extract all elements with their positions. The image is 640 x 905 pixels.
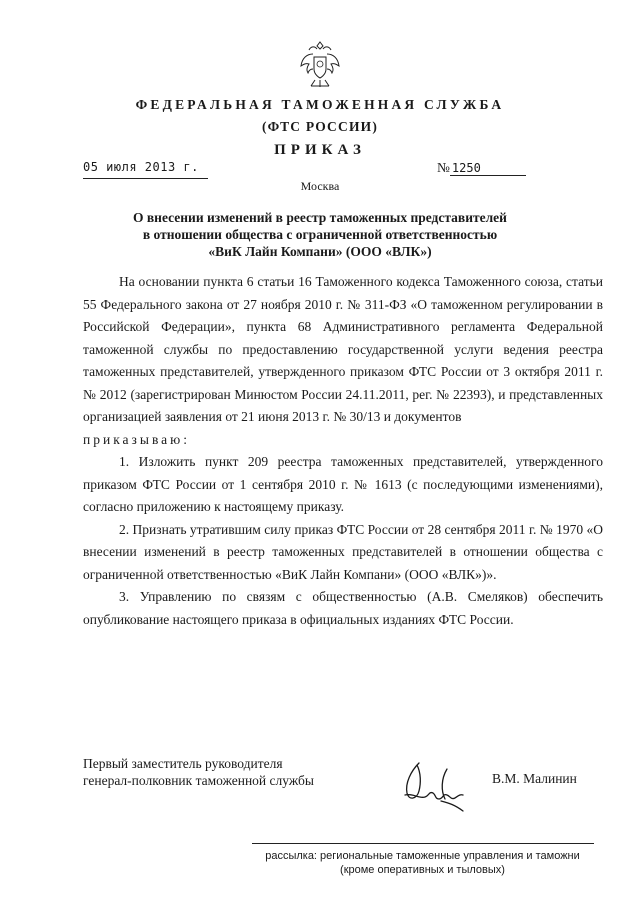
- signer-position-line: Первый заместитель руководителя: [83, 756, 283, 771]
- order-subject: [95, 209, 545, 260]
- subject-line: О внесении изменений в реестр таможенных представителей: [133, 210, 507, 225]
- number-value: 1250: [450, 161, 526, 176]
- order-body: [83, 271, 603, 631]
- distribution-list: [245, 849, 600, 877]
- handwritten-signature: [397, 755, 472, 815]
- signer-name: В.М. Малинин: [492, 771, 577, 786]
- distribution-line: (кроме оперативных и тыловых): [340, 864, 505, 876]
- order-item-1: 1. Изложить пункт 209 реестра таможенных представителей, утвержденного приказом ФТС России от 1 сентября 2010 г. № 1613 (с последующими изменениями), согласно приложению к настоящему приказу.: [83, 454, 603, 514]
- agency-short-name: (ФТС РОССИИ): [261, 119, 379, 134]
- order-date: 05 июля 2013 г.: [83, 160, 208, 179]
- signer-position-line: генерал-полковник таможенной службы: [83, 773, 314, 788]
- agency-name: ФЕДЕРАЛЬНАЯ ТАМОЖЕННАЯ СЛУЖБА: [135, 97, 505, 112]
- distribution-divider: [252, 843, 594, 844]
- order-word: приказываю:: [83, 431, 190, 447]
- number-sign: №: [437, 160, 450, 175]
- order-item-3: 3. Управлению по связям с общественностью (А.В. Смеляков) обеспечить опубликование настоящего приказа в официальных изданиях ФТС России.: [83, 589, 603, 627]
- subject-line: «ВиК Лайн Компани» (ООО «ВЛК»): [208, 244, 432, 259]
- document-type: ПРИКАЗ: [274, 142, 366, 158]
- order-item-2: 2. Признать утратившим силу приказ ФТС России от 28 сентября 2011 г. № 1970 «О внесении изменений в реестр таможенных представителей в отношении общества с ограниченной ответственностью «ВиК Лайн Компани» (ООО «ВЛК»)».: [83, 521, 603, 582]
- order-number: [437, 160, 550, 178]
- distribution-line: рассылка: региональные таможенные управления и таможни: [265, 850, 580, 862]
- subject-line: в отношении общества с ограниченной ответственностью: [142, 227, 498, 242]
- city: Москва: [300, 179, 340, 193]
- preamble-paragraph: На основании пункта 6 статьи 16 Таможенного кодекса Таможенного союза, статьи 55 Федерального закона от 27 ноября 2010 г. № 311-ФЗ «О таможенном регулировании в Российской Федерации», пункта 68 Административного регламента Федеральной таможенной службы по предоставлению государственной услуги ведения реестра таможенных представителей, утвержденного приказом ФТС России от 3 октября 2011 г. № 2012 (зарегистрирован Минюстом России 24.11.2011, рег. № 22393), и представленных организацией заявления от 21 июня 2013 г. № 30/13 и документов: [83, 274, 603, 424]
- signer-position: [83, 755, 314, 789]
- coat-of-arms-icon: [299, 40, 341, 90]
